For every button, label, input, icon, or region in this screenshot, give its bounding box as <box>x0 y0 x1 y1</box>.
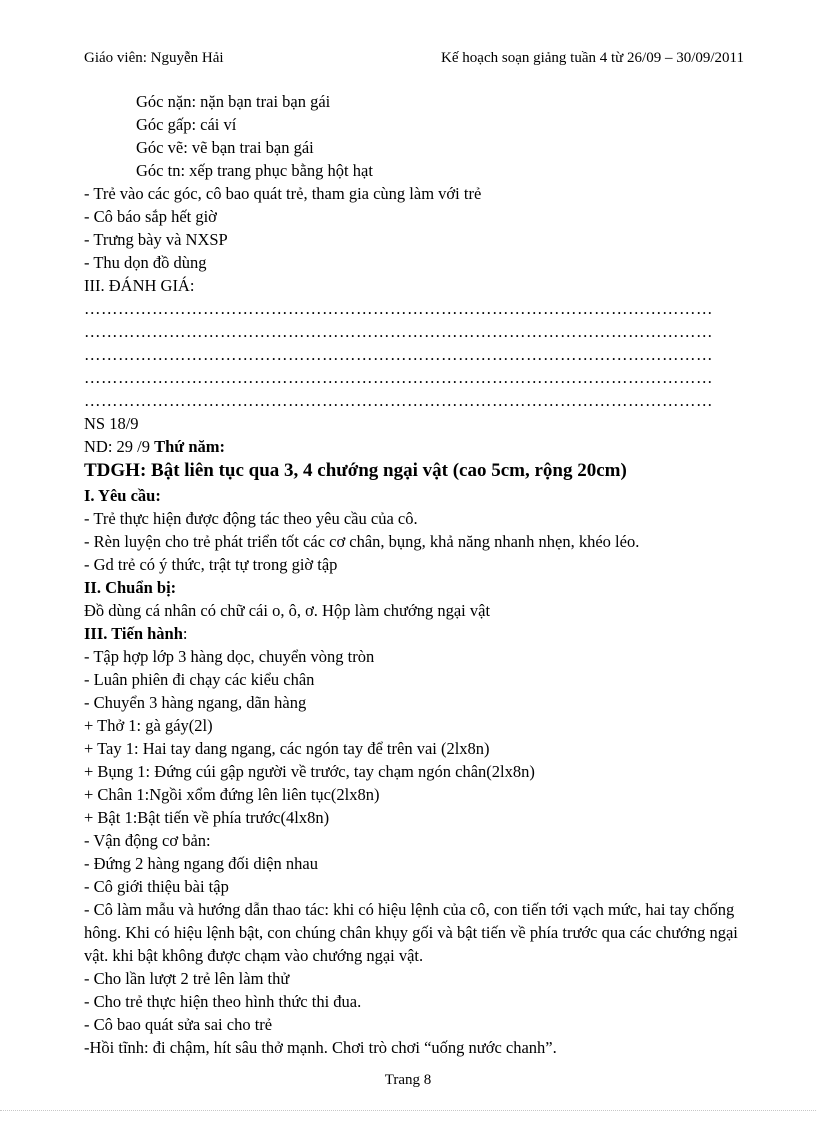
requirement-item: - Gd trẻ có ý thức, trật tự trong giờ tập <box>84 555 338 574</box>
proceed-item: - Luân phiên đi chạy các kiểu chân <box>84 670 315 689</box>
page-number: Trang 8 <box>384 1072 432 1088</box>
proceed-item: - Chuyển 3 hàng ngang, dãn hàng <box>84 693 307 712</box>
teacher-name: Giáo viên: Nguyễn Hải <box>84 50 224 66</box>
nd-date: ND: 29 /9 <box>84 437 150 456</box>
proceed-colon: : <box>182 624 188 643</box>
requirement-item: - Trẻ thực hiện được động tác theo yêu cầu của cô. <box>84 509 418 528</box>
page-header <box>84 50 744 70</box>
corner-item: Góc gấp: cái ví <box>136 115 237 134</box>
proceed-heading: III. Tiến hành <box>84 624 183 643</box>
dotted-line: ………………………………………………………………………………………………… <box>84 299 713 318</box>
closing-item: -Hồi tĩnh: đi chậm, hít sâu thở mạnh. Chơi trò chơi “uống nước chanh”. <box>84 1038 557 1057</box>
step-item: - Thu dọn đồ dùng <box>84 253 207 272</box>
proceed-item: - Vận động cơ bản: <box>84 831 211 850</box>
step-item: - Trẻ vào các góc, cô bao quát trẻ, tham gia cùng làm với trẻ <box>84 184 482 203</box>
dotted-line: ………………………………………………………………………………………………… <box>84 391 713 410</box>
proceed-heading-line <box>84 622 756 645</box>
nd-line <box>84 435 756 458</box>
proceed-item: - Cô giới thiệu bài tập <box>84 877 229 896</box>
dotted-line: ………………………………………………………………………………………………… <box>84 345 713 364</box>
ns-date: NS 18/9 <box>84 414 139 433</box>
proceed-item: - Tập hợp lớp 3 hàng dọc, chuyển vòng tròn <box>84 647 375 666</box>
closing-item: - Cho trẻ thực hiện theo hình thức thi đua. <box>84 992 362 1011</box>
proceed-item: + Chân 1:Ngồi xổm đứng lên liên tục(2lx8n) <box>84 785 380 804</box>
closing-item: - Cho lần lượt 2 trẻ lên làm thử <box>84 969 290 988</box>
proceed-item: - Đứng 2 hàng ngang đối diện nhau <box>84 854 318 873</box>
corner-item: Góc tn: xếp trang phục bằng hột hạt <box>136 161 373 180</box>
requirement-item: - Rèn luyện cho trẻ phát triển tốt các cơ chân, bụng, khả năng nhanh nhẹn, khéo léo. <box>84 532 640 551</box>
corner-item: Góc vẽ: vẽ bạn trai bạn gái <box>136 138 314 157</box>
page-bottom-divider <box>0 1110 816 1111</box>
dotted-line: ………………………………………………………………………………………………… <box>84 368 713 387</box>
lesson-title: TDGH: Bật liên tục qua 3, 4 chướng ngại vật (cao 5cm, rộng 20cm) <box>84 460 627 481</box>
prep-heading: II. Chuẩn bị: <box>84 578 177 597</box>
proceed-item: + Thở 1: gà gáy(2l) <box>84 716 213 735</box>
step-item: - Cô báo sắp hết giờ <box>84 207 217 226</box>
requirements-heading: I. Yêu cầu: <box>84 486 161 505</box>
step-item: - Trưng bày và NXSP <box>84 230 228 249</box>
prep-text: Đồ dùng cá nhân có chữ cái o, ô, ơ. Hộp làm chướng ngại vật <box>84 601 491 620</box>
corner-item: Góc nặn: nặn bạn trai bạn gái <box>136 92 331 111</box>
closing-item: - Cô bao quát sửa sai cho trẻ <box>84 1015 273 1034</box>
dotted-line: ………………………………………………………………………………………………… <box>84 322 713 341</box>
plan-title: Kế hoạch soạn giảng tuần 4 từ 26/09 – 30/09/2011 <box>441 50 744 66</box>
demo-paragraph: - Cô làm mẫu và hướng dẫn thao tác: khi có hiệu lệnh của cô, con tiến tới vạch mức, hai tay chống hông. Khi có hiệu lệnh bật, con chúng chân khụy gối và bật tiến về phía trước qua các chướng ngại vật. khi bật không được chạm vào chướng ngại vật. <box>84 900 738 965</box>
document-body <box>84 90 756 1059</box>
proceed-item: + Bụng 1: Đứng cúi gập người về trước, tay chạm ngón chân(2lx8n) <box>84 762 535 781</box>
proceed-item: + Bật 1:Bật tiến về phía trước(4lx8n) <box>84 808 330 827</box>
proceed-item: + Tay 1: Hai tay dang ngang, các ngón tay để trên vai (2lx8n) <box>84 739 490 758</box>
nd-day: Thứ năm: <box>154 437 225 456</box>
evaluation-heading: III. ĐÁNH GIÁ: <box>84 276 195 295</box>
